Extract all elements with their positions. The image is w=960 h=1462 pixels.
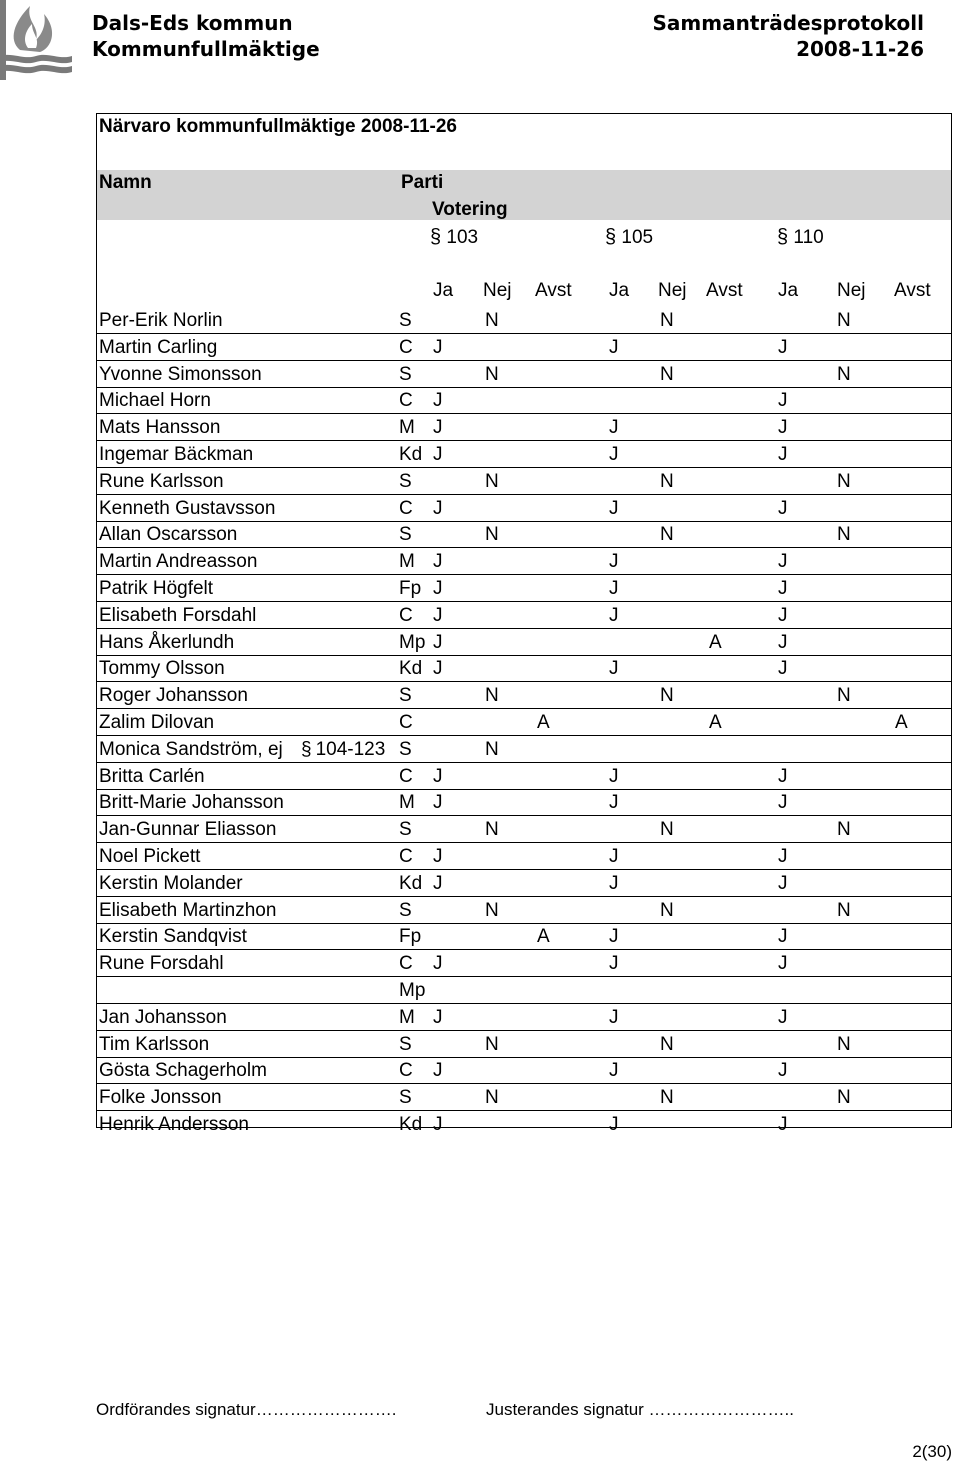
vote-cell: N <box>660 310 674 331</box>
vote-cell: A <box>709 712 722 733</box>
member-party: S <box>399 685 412 707</box>
member-name: Jan-Gunnar Eliasson <box>99 819 277 841</box>
member-name: Yvonne Simonsson <box>99 363 262 385</box>
vote-header-105 <box>605 226 653 249</box>
vote-cell: J <box>778 551 788 573</box>
table-row <box>97 468 951 495</box>
municipality-name: Dals-Eds kommun <box>92 11 293 35</box>
vote-cell: J <box>778 604 788 626</box>
member-party: S <box>399 1033 412 1055</box>
vote-cell: J <box>433 336 443 358</box>
absence-note <box>301 739 385 761</box>
table-row <box>97 387 951 414</box>
vote-cell: J <box>778 336 788 358</box>
member-party: S <box>399 1087 412 1109</box>
vote-cell: N <box>485 524 499 546</box>
vote-cell: N <box>837 524 851 546</box>
member-party: S <box>399 310 412 331</box>
member-party: S <box>399 738 412 760</box>
member-name: Mats Hansson <box>99 417 221 439</box>
member-name: Hans Åkerlundh <box>99 631 235 653</box>
vote-cell: N <box>660 685 674 707</box>
vote-cell: J <box>609 578 619 599</box>
section-sign: § <box>301 738 312 760</box>
vote-cell: N <box>660 470 674 492</box>
member-name: Patrik Högfelt <box>99 578 214 599</box>
vote-cell: N <box>485 310 499 331</box>
member-name: Ingemar Bäckman <box>99 444 254 465</box>
vote-cell: J <box>433 497 443 519</box>
vote-cell: N <box>660 524 674 546</box>
vote-cell: J <box>778 792 788 814</box>
vote-cell: J <box>778 765 788 787</box>
vote-cell: J <box>433 578 443 599</box>
table-row <box>97 361 951 388</box>
vote-cell: J <box>609 792 619 814</box>
table-row <box>97 950 951 977</box>
member-name: Britt-Marie Johansson <box>99 792 284 814</box>
document-type: Sammanträdesprotokoll <box>652 11 924 35</box>
table-row <box>97 789 951 816</box>
table-row <box>97 1004 951 1031</box>
member-party: C <box>399 390 413 412</box>
member-name: Allan Oscarsson <box>99 524 238 546</box>
member-party: C <box>399 1060 413 1082</box>
vote-cell: N <box>837 685 851 707</box>
member-party: M <box>399 417 415 439</box>
member-party: C <box>399 712 413 733</box>
vote-cell: J <box>433 872 443 894</box>
adjuster-signature: Justerandes signatur …………………….. <box>486 1400 794 1419</box>
vote-subheader: Nej <box>837 280 866 301</box>
vote-cell: J <box>433 792 443 814</box>
member-party: S <box>399 819 412 841</box>
member-party: S <box>399 899 412 921</box>
member-party: C <box>399 765 413 787</box>
table-row <box>97 870 951 897</box>
member-name: Rune Forsdahl <box>99 953 224 975</box>
member-name: Zalim Dilovan <box>99 712 215 733</box>
vote-cell: N <box>485 363 499 385</box>
vote-cell: N <box>837 899 851 921</box>
vote-subheader: Avst <box>894 280 931 301</box>
vote-cell: J <box>433 1060 443 1082</box>
col-header-party: Parti <box>401 172 444 193</box>
vote-cell: J <box>609 1060 619 1082</box>
member-party: Kd <box>399 1114 423 1135</box>
table-row <box>97 441 951 468</box>
vote-header-103 <box>430 226 478 249</box>
vote-cell: A <box>895 712 908 733</box>
section-sign: § <box>777 226 789 248</box>
vote-cell: J <box>778 1114 788 1135</box>
vote-cell: J <box>433 417 443 439</box>
table-row <box>97 977 951 1004</box>
member-party: Mp <box>399 980 426 1001</box>
vote-cell: J <box>778 1060 788 1082</box>
member-name: Noel Pickett <box>99 846 201 867</box>
vote-cell: A <box>537 712 550 733</box>
municipality-logo <box>0 0 72 80</box>
vote-cell: J <box>609 846 619 867</box>
table-row <box>97 495 951 522</box>
member-name: Kerstin Molander <box>99 872 243 894</box>
vote-cell: J <box>778 631 788 653</box>
table-row <box>97 709 951 736</box>
member-party: C <box>399 953 413 975</box>
section-sign: § <box>605 226 617 248</box>
table-row <box>97 548 951 575</box>
vote-cell: J <box>609 1114 619 1135</box>
member-name: Jan Johansson <box>99 1006 227 1028</box>
vote-cell: J <box>609 765 619 787</box>
vote-cell: J <box>609 604 619 626</box>
header-band <box>97 170 951 220</box>
table-row <box>97 521 951 548</box>
member-party: S <box>399 363 412 385</box>
vote-cell: J <box>433 604 443 626</box>
vote-cell: N <box>485 1087 499 1109</box>
vote-cell: N <box>837 470 851 492</box>
vote-cell: J <box>433 953 443 975</box>
vote-cell: A <box>537 926 550 948</box>
vote-header-110 <box>777 226 824 249</box>
vote-cell: J <box>433 765 443 787</box>
page-number: 2(30) <box>912 1442 952 1461</box>
vote-subheader: Ja <box>609 280 630 301</box>
vote-cell: N <box>660 1087 674 1109</box>
vote-subheader: Nej <box>658 280 687 301</box>
vote-cell: N <box>485 819 499 841</box>
vote-cell: J <box>609 336 619 358</box>
member-party: Fp <box>399 578 422 599</box>
vote-cell: J <box>433 1006 443 1028</box>
member-name: Per-Erik Norlin <box>99 310 223 331</box>
absence-range: 104-123 <box>315 738 386 760</box>
vote-subheader: Nej <box>483 280 512 301</box>
table-row <box>97 897 951 924</box>
member-party: Kd <box>399 872 423 894</box>
member-party: C <box>399 336 413 358</box>
member-party: Mp <box>399 631 426 653</box>
vote-subheader: Ja <box>433 280 454 301</box>
member-name: Folke Jonsson <box>99 1087 222 1109</box>
vote-cell: J <box>609 953 619 975</box>
member-name: Monica Sandström, ej <box>99 738 283 760</box>
member-party: M <box>399 1006 415 1028</box>
col-header-vote: Votering <box>432 199 508 220</box>
table-row <box>97 655 951 682</box>
vote-number: 105 <box>621 227 654 248</box>
member-name: Martin Andreasson <box>99 551 258 573</box>
col-header-name: Namn <box>99 172 152 193</box>
vote-cell: J <box>609 497 619 519</box>
vote-cell: J <box>433 631 443 653</box>
member-party: Kd <box>399 658 423 680</box>
vote-cell: N <box>485 738 499 760</box>
member-name: Tommy Olsson <box>99 658 225 680</box>
member-party: S <box>399 470 412 492</box>
member-party: C <box>399 604 413 626</box>
vote-cell: N <box>485 899 499 921</box>
table-row <box>97 816 951 843</box>
body-name: Kommunfullmäktige <box>92 37 320 61</box>
vote-subheader: Avst <box>706 280 743 301</box>
vote-cell: N <box>837 1033 851 1055</box>
table-row <box>97 1111 951 1137</box>
member-name: Michael Horn <box>99 390 211 412</box>
header-right <box>653 10 924 62</box>
member-party: Fp <box>399 926 422 948</box>
chair-signature: Ordförandes signatur……………………. <box>96 1400 397 1419</box>
vote-subheader: Ja <box>778 280 799 301</box>
vote-number: 103 <box>446 227 479 248</box>
table-row <box>97 602 951 629</box>
member-name: Kerstin Sandqvist <box>99 926 247 948</box>
vote-cell: J <box>778 578 788 599</box>
table-row <box>97 1057 951 1084</box>
vote-cell: J <box>433 390 443 412</box>
vote-cell: J <box>433 846 443 867</box>
vote-cell: J <box>609 551 619 573</box>
member-party: C <box>399 497 413 519</box>
vote-cell: N <box>485 685 499 707</box>
vote-cell: J <box>778 872 788 894</box>
vote-cell: N <box>485 1033 499 1055</box>
table-row <box>97 1031 951 1058</box>
vote-cell: J <box>778 658 788 680</box>
vote-cell: J <box>609 444 619 465</box>
table-row <box>97 1084 951 1111</box>
member-name: Elisabeth Martinzhon <box>99 899 277 921</box>
member-name: Tim Karlsson <box>99 1033 210 1055</box>
vote-cell: N <box>837 363 851 385</box>
vote-cell: J <box>778 953 788 975</box>
vote-cell: J <box>433 551 443 573</box>
section-sign: § <box>430 226 442 248</box>
vote-cell: J <box>778 390 788 412</box>
vote-cell: J <box>433 658 443 680</box>
table-row <box>97 575 951 602</box>
table-row <box>97 629 951 656</box>
vote-cell: J <box>609 417 619 439</box>
vote-cell: J <box>778 846 788 867</box>
vote-number: 110 <box>793 227 824 248</box>
vote-cell: J <box>433 1114 443 1135</box>
member-party: M <box>399 792 415 814</box>
vote-cell: J <box>609 926 619 948</box>
member-name: Kenneth Gustavsson <box>99 497 276 519</box>
member-name: Elisabeth Forsdahl <box>99 604 257 626</box>
table-row <box>97 763 951 790</box>
member-name: Britta Carlén <box>99 765 205 787</box>
vote-cell: N <box>837 310 851 331</box>
member-party: Kd <box>399 444 423 465</box>
vote-subheader: Avst <box>535 280 572 301</box>
table-row <box>97 414 951 441</box>
member-name: Henrik Andersson <box>99 1114 249 1135</box>
vote-cell: J <box>778 926 788 948</box>
vote-cell: J <box>433 444 443 465</box>
member-name: Rune Karlsson <box>99 470 224 492</box>
vote-cell: N <box>660 899 674 921</box>
vote-cell: J <box>778 497 788 519</box>
vote-cell: N <box>660 363 674 385</box>
vote-cell: N <box>837 819 851 841</box>
table-row <box>97 736 951 763</box>
vote-cell: J <box>778 1006 788 1028</box>
vote-cell: J <box>609 1006 619 1028</box>
vote-cell: A <box>709 631 722 653</box>
vote-cell: J <box>778 417 788 439</box>
member-name: Roger Johansson <box>99 685 248 707</box>
attendance-table <box>96 113 952 1135</box>
table-title: Närvaro kommunfullmäktige 2008-11-26 <box>99 116 457 137</box>
table-row <box>97 682 951 709</box>
member-name: Gösta Schagerholm <box>99 1060 267 1082</box>
table-row <box>97 334 951 361</box>
vote-cell: N <box>660 1033 674 1055</box>
vote-cell: N <box>660 819 674 841</box>
member-name: Martin Carling <box>99 336 218 358</box>
table-row <box>97 923 951 950</box>
member-party: C <box>399 846 413 867</box>
meeting-date: 2008-11-26 <box>796 37 924 61</box>
vote-cell: J <box>778 444 788 465</box>
vote-cell: J <box>609 658 619 680</box>
vote-cell: N <box>837 1087 851 1109</box>
table-row <box>97 843 951 870</box>
member-party: S <box>399 524 412 546</box>
vote-cell: N <box>485 470 499 492</box>
member-party: M <box>399 551 415 573</box>
header-left <box>92 10 320 62</box>
table-row <box>97 307 951 334</box>
vote-cell: J <box>609 872 619 894</box>
